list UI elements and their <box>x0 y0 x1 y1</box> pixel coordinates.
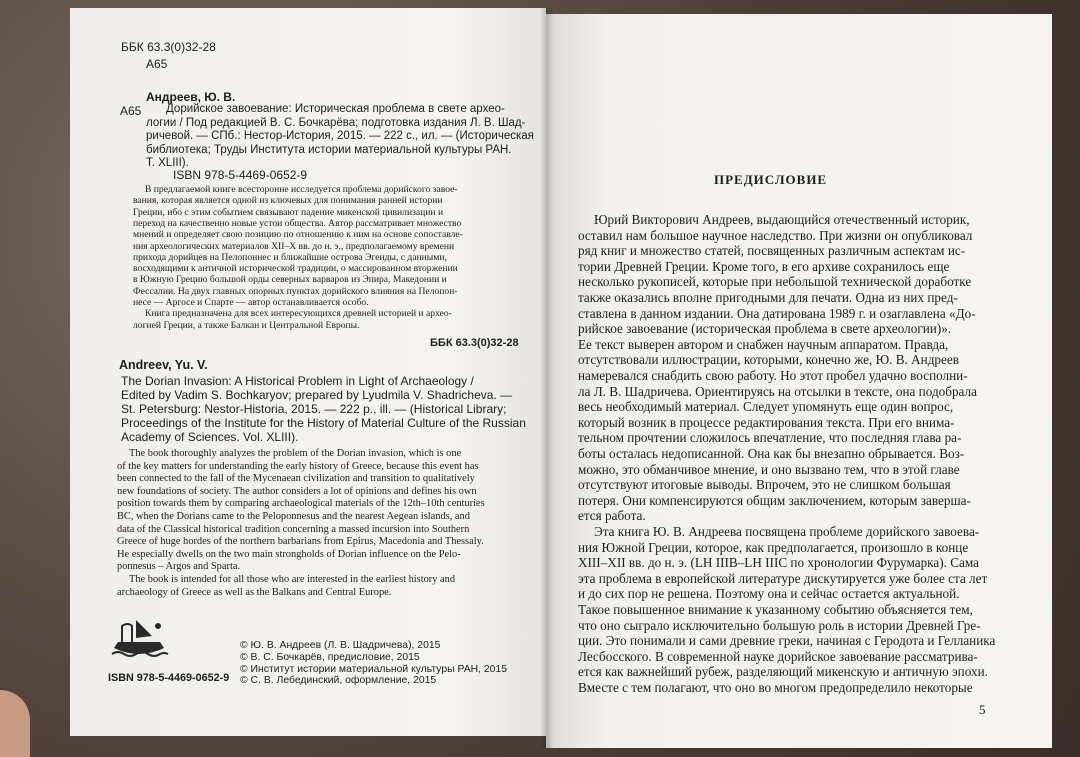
preface-line: ции. Это понимали и сами древние греки, начиная с Геродота и Гелланика <box>578 633 996 649</box>
preface-line: Такое повышенное внимание к указанному событию объясняется тем, <box>578 602 973 617</box>
annotation-line: мнений и определяет свою позицию по отношению к ним на основе сопоставле- <box>133 229 463 241</box>
english-heading: Andreev, Yu. V. <box>119 358 208 372</box>
annotation-line: Фессалии. На двух главных опорных пунктах дорийского влияния на Пелопон- <box>133 285 458 297</box>
english-annotation-line: data of the Classical historical tradition concerning a massed incursion into Southern <box>117 523 470 535</box>
english-bib-line: St. Petersburg: Nestor-Historia, 2015. — 222 p., ill. — (Historical Library; <box>121 402 507 416</box>
preface-line: Эта книга Ю. В. Андреева посвящена проблеме дорийского завоева- <box>594 524 980 539</box>
preface-line: отсутствуют итоговые выводы. Впрочем, это не слишком большая <box>578 477 951 493</box>
isbn-bottom: ISBN 978-5-4469-0652-9 <box>108 672 230 684</box>
preface-line: можно, это обманчивое мнение, и оно вызвано тем, что в этой главе <box>578 461 960 477</box>
bib-line: Т. XLIII). <box>146 157 189 169</box>
annotation-line: Греции, ибо с этим событием связывают падение микенской цивилизации и <box>133 206 444 218</box>
preface-line: Вместе с тем полагают, что оно во многом предопределило некоторые <box>578 680 973 695</box>
annotation-line: несе — Аргосе и Спарте — автор останавливается особо. <box>133 297 369 308</box>
english-annotation-line: Greece of huge hordes of the northern barbarians from Epirus, Macedonia and Thessaly. <box>117 536 484 548</box>
isbn-top: ISBN 978-5-4469-0652-9 <box>173 168 308 182</box>
bib-line: ричевой. — СПб.: Нестор-История, 2015. — 222 с., ил. — (Историческая <box>146 130 534 142</box>
english-annotation-line: He especially dwells on the two main strongholds of Dorian influence on the Pelo- <box>117 548 461 560</box>
preface-line: ряд книг и множество статей, посвященных различным аспектам ис- <box>578 243 966 259</box>
english-bib-line: The Dorian Invasion: A Historical Problem in Light of Archaeology / <box>121 374 474 388</box>
preface-line: ла Л. В. Шадричева. Ориентируясь на отсылки в тексте, она подобрала <box>578 383 977 399</box>
bib-line: Дорийское завоевание: Историческая проблема в свете архео- <box>166 103 505 115</box>
annotation-line: прихода дорийцев на Пелопоннес и ближайшие острова Эгеиды, с данными, <box>133 251 447 263</box>
annotation-line: в Южную Грецию большой орды северных варваров из Эпира, Македонии и <box>133 274 447 286</box>
english-annotation-line: The book thoroughly analyzes the problem of the Dorian invasion, which is one <box>129 448 462 459</box>
preface-line: потеря. Они компенсируются общим заключением, которым заверша- <box>578 492 971 508</box>
bib-line: библиотека; Труды Института истории материальной культуры РАН. <box>146 143 512 156</box>
english-annotation-line: The book is intended for all those who are interested in the earliest history and <box>129 574 456 585</box>
preface-line: тории Древней Греции. Кроме того, в его архиве сохранилось еще <box>578 258 950 274</box>
english-bib-line: Edited by Vadim S. Bochkaryov; prepared by Lyudmila V. Shadricheva. — <box>121 388 513 402</box>
annotation-line: В предлагаемой книге всесторонне исследуется проблема дорийского завое- <box>145 184 458 195</box>
english-bib-line: Academy of Sciences. Vol. XLIII). <box>121 430 299 444</box>
preface-line: ется работа. <box>578 508 646 524</box>
preface-line: эта проблема в европейской литературе дискутируется уже более ста лет <box>578 570 988 586</box>
preface-line: и до сих пор не решена. Поэтому она и сейчас остается актуальной. <box>578 586 960 602</box>
copyright-line: © Ю. В. Андреев (Л. В. Шадричева), 2015 <box>240 640 441 651</box>
preface-line: XIII–XII вв. до н. э. (LH IIIB–LH IIIC по хронологии Фурумарка). Сама <box>578 555 979 571</box>
page-title: ПРЕДИСЛОВИЕ <box>714 172 828 187</box>
preface-line: Лесбосского. В современной науке дорийское завоевание рассматрива- <box>578 648 978 664</box>
annotation-line: переход на качественно новые устои общества. Автор рассматривает множество <box>133 217 462 229</box>
page-number: 5 <box>979 702 986 717</box>
annotation-line: логией Греции, а также Балкан и Центральной Европы. <box>133 319 360 331</box>
preface-line: отсутствовали иллюстрации, которыми, конечно же, Ю. В. Андреев <box>578 352 959 368</box>
english-annotation-line: been connected to the fall of the Mycenaean civilization and transition to qualitatively <box>117 473 475 485</box>
ship-logo-icon <box>108 612 170 662</box>
author-mark: А65 <box>146 57 168 71</box>
annotation-line: вания, которая является одной из ключевых для понимания ранней истории <box>133 195 443 207</box>
annotation-line: восходящими к античной исторической традиции, о массированном вторжении <box>133 263 458 275</box>
preface-line: который возник в процессе редактирования текста. При его внима- <box>578 414 955 430</box>
english-annotation-line: of the key matters for understanding the early history of Greece, because this event has <box>117 460 479 472</box>
english-annotation-line: BC, when the Dorians came to the Peloponnesus and the nearest Aegean islands, and <box>117 511 470 522</box>
annotation-line: Книга предназначена для всех интересующихся древней историей и архео- <box>145 308 452 320</box>
english-annotation-line: archaeology of Greece as well as the Balkans and Central Europe. <box>117 586 392 598</box>
copyright-line: © С. В. Лебединский, оформление, 2015 <box>240 675 437 687</box>
preface-line: также оказались вполне пригодными для печати. Одна из них пред- <box>578 290 958 305</box>
preface-line: боты осталась недописанной. Она как бы внезапно обрывается. Воз- <box>578 446 965 461</box>
preface-line: Юрий Викторович Андреев, выдающийся отечественный историк, <box>594 212 970 227</box>
preface-line: намеревался снабдить свою работу. Но этот пробел удачно восполни- <box>578 368 968 383</box>
english-annotation-line: position towards them by comparing archaeological materials of the 12th–10th centuries <box>117 498 485 510</box>
copyright-line: © Институт истории материальной культуры РАН, 2015 <box>240 663 508 675</box>
annotation-line: ния археологических материалов XII–X вв. до н. э., предполагаемому времени <box>133 240 455 252</box>
bbk-code: ББК 63.3(0)32-28 <box>121 40 216 54</box>
preface-line: несколько рукописей, которые при небольшой технической доработке <box>578 274 972 290</box>
preface-line: оставил нам большое научное наследство. При жизни он опубликовал <box>578 227 973 243</box>
preface-line: рийское завоевание (историческая проблема в свете археологии)». <box>578 321 952 337</box>
bib-line: логии / Под редакцией В. С. Бочкарёва; подготовка издания Л. В. Шад- <box>146 116 526 129</box>
preface-line: тельном прочтении сложилось впечатление, что последняя глава ра- <box>578 430 962 446</box>
english-annotation-line: new foundations of society. The author considers a lot of opinions and defines his own <box>117 485 477 497</box>
preface-line: ставлена в данном издании. Она датирована 1989 г. и озаглавлена «До- <box>578 305 976 321</box>
copyright-line: © В. С. Бочкарёв, предисловие, 2015 <box>240 651 420 663</box>
preface-line: ния Южной Греции, которое, как предполагается, произошло в конце <box>578 539 969 555</box>
bib-mark: А65 <box>120 104 142 118</box>
english-annotation-line: ponnesus – Argos and Sparta. <box>117 561 241 573</box>
preface-line: ется как важнейший рубеж, разделяющий микенскую и античную эпохи. <box>578 664 988 680</box>
author-heading: Андреев, Ю. В. <box>146 90 236 104</box>
bbk-code-right: ББК 63.3(0)32-28 <box>430 337 519 349</box>
preface-line: весь необходимый материал. Следует упомянуть еще один вопрос, <box>578 399 954 415</box>
preface-line: Ее текст выверен автором и снабжен научным аппаратом. Правда, <box>578 336 949 352</box>
preface-line: что оно сыграло исключительно большую роль в истории Древней Гре- <box>578 617 981 633</box>
english-bib-line: Proceedings of the Institute for the History of Material Culture of the Russian <box>121 416 526 430</box>
book-gutter <box>540 8 554 748</box>
